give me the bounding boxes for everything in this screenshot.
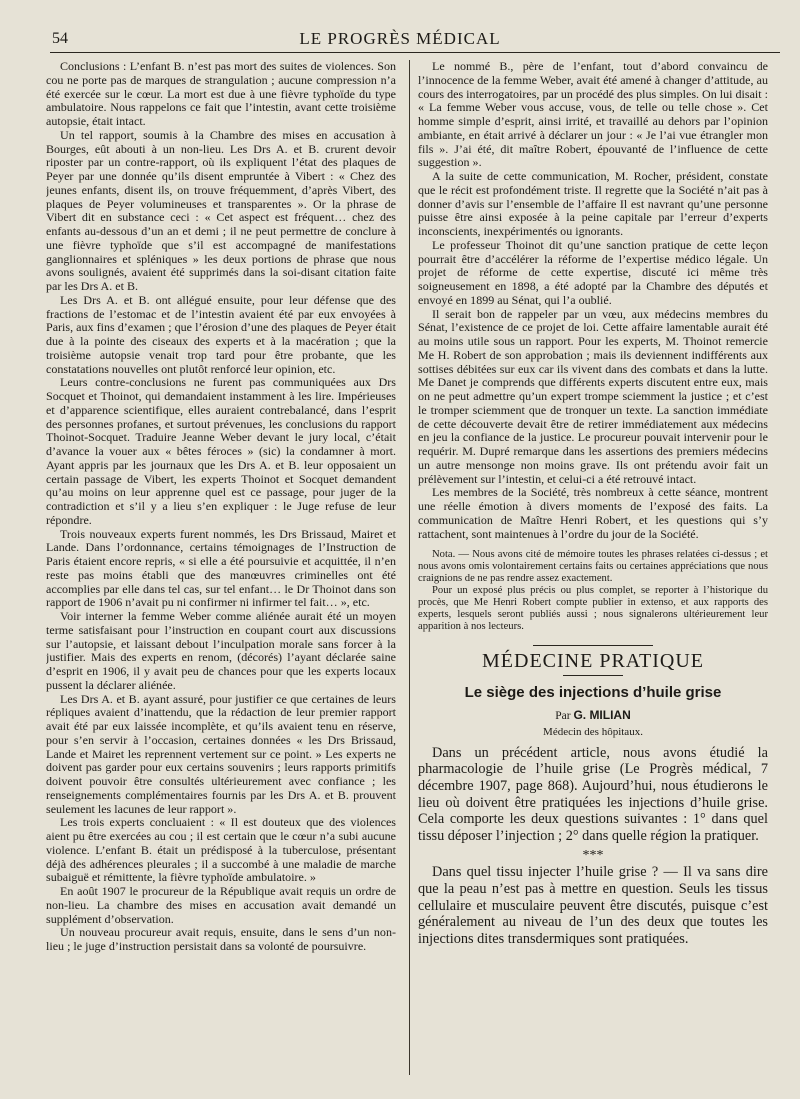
paragraph: Leurs contre-conclusions ne furent pas communiquées aux Drs Socquet et Thoinot, qui demandaient instamment à les lire. Impérieuses et d’apparence scientifique, elles auraient contrebalancé, dans l’esprit des personnes profanes, et surtout prévenues, les conclusions du rapport Thoinot-Socquet. Traduire Jeanne Weber devant le jury local, c’était d’avance la vouer aux « bêtes féroces » (sic) la condamner à mort. Ayant appris par les journaux que les Drs A. et B. leur opposaient un certain passage de Vibert, les experts Thoinot et Socquet demandent qu’au moins on leur apprenne quel est ce passage, pour juger de la contradiction et s’il y a lieu s’en expliquer : le Juge refuse de leur répondre. — [46, 375, 396, 527]
paragraph: A la suite de cette communication, M. Rocher, président, constate que le récit est profondément triste. Il regrette que la Société n’ait pas à donner d’avis sur l’ensemble de l’affaire Il est navrant qu’une personne puisse être ainsi exposée à la peine capitale par l’erreur d’experts inconscients, inexpérimentés ou ignorants. — [418, 169, 768, 238]
paragraph: Les Drs A. et B. ont allégué ensuite, pour leur défense que des fractions de l’estomac et de l’intestin avaient été par eux envoyées à Paris, aux fins d’examen ; que l’érosion d’une des plaques de Peyer était due à la pointe des ciseaux des experts et à la macération ; que la troisième autopsie venait trop tard pour être probante, que les constatations nouvelles ont plutôt renforcé leur opinion, etc. — [46, 292, 396, 376]
paragraph: Un tel rapport, soumis à la Chambre des mises en accusation à Bourges, eût abouti à un non-lieu. Les Drs A. et B. crurent devoir riposter par un contre-rapport, où ils expliquent l’état des plaques de Peyer par une donnée qu’ils disent empruntée à Vibert : « Chez des jeunes enfants, disent ils, on trouve fréquemment, d’après Vibert, des plaques de Peyer volumineuses et transparentes ». Or la phrase de Vibert dit en substance ceci : « Cet aspect est fréquent… chez des enfants au-dessous d’un an et demi ; il ne peut permettre de conclure à une fièvre typhoïde que s’il est accompagné de manifestations ganglionnaires et spléniques » les deux portions de phrase que nous avons soulignés, avaient été supprimés dans la soi-disant citation faite par les Drs A. et B. — [46, 127, 396, 293]
paragraph: Trois nouveaux experts furent nommés, les Drs Brissaud, Mairet et Lande. Dans l’ordonnance, certains témoignages de l’Instruction de Paris étaient encore repris, « si elle a été poursuivie et acquittée, il n’en reste pas moins établi que des manœuvres criminelles ont été accomplies par elle dans tel cas, sur tel enfant… le Dr Thoinot dans son rapport de 1906 n’avait pu ni confirmer ni infirmer tel fait… », etc. — [46, 526, 396, 610]
section-rule — [533, 645, 653, 646]
paragraph: Il serait bon de rappeler par un vœu, aux médecins membres du Sénat, l’existence de ce projet de loi. Cette affaire lamentable aurait été au moins utile sous un rapport. Pour les experts, M. Thoinot remercie Me H. Robert de son approbation ; mais ils deviennent indifférents aux sottises débitées sur eux car ils vivent dans des combats et dans la lutte. Me Danet je comprends que différents experts discutent entre eux, mais on ne peut admettre qu’un expert trompe sciemment la justice ; et c’est le tromper sciemment que de tronquer un texte. La sanction immédiate de cette découverte devait être de retirer immédiatement aux médecins en jeu la confiance de la justice. Le procureur pouvait intervenir pour le requérir. M. Dupré remarque dans les assertions des premiers médecins un autre mensonge non moins grave. Ils ont prétendu avoir fait un prélèvement sur l’intestin, et celui-ci a été retrouvé intact. — [418, 306, 768, 486]
paragraph: Un nouveau procureur avait requis, ensuite, dans le sens d’un non-lieu ; le juge d’instruction persistait dans sa volonté de poursuivre. — [46, 925, 396, 953]
author-name: G. MILIAN — [573, 708, 631, 723]
header-rule — [50, 52, 780, 53]
paragraph: Le professeur Thoinot dit qu’une sanction pratique de cette leçon pourrait être d’accélérer la réforme de l’expertise médico légale. Un projet de réforme de cette expertise, discuté ici même très soigneusement en 1898, a été adopté par la Chambre des députés et envoyé en 1899 au Sénat, qui l’a oublié. — [418, 237, 768, 307]
asterism: *** — [582, 848, 604, 864]
paragraph: En août 1907 le procureur de la République avait requis un ordre de non-lieu. La chambre des mises en accusation avait demandé un supplément d’observation. — [46, 884, 396, 926]
paragraph: Conclusions : L’enfant B. n’est pas mort des suites de violences. Son cou ne porte pas de marques de strangulation ; aucune compression n’a été exercée sur le cœur. La mort est due à une fièvre typhoïde du type ambulatoire. Nous rappelons ce fait que l’intestin, avant cette troisième autopsie, était intact. — [46, 60, 396, 128]
byline-prefix: Par — [555, 710, 571, 723]
section-short-rule — [563, 675, 623, 676]
running-title: LE PROGRÈS MÉDICAL — [299, 29, 501, 48]
note-paragraph: Nota. — Nous avons cité de mémoire toutes les phrases relatées ci-dessus ; et nous avons omis volontairement certains faits ou certaines appréciations que nous craignions de ne pas rendre assez exactement. — [418, 549, 768, 585]
article-intro: Dans un précédent article, nous avons étudié la pharmacologie de l’huile grise (Le Progrès médical, 7 décembre 1907, page 868). Aujourd’hui, nous étudierons le lieu où doivent être pratiquées les injections d’huile grise. Cela comporte les deux questions suivantes : 1° dans quel tissu déposer l’injection ; 2° dans quelle région la pratiquer. — [418, 744, 768, 844]
author-affiliation: Médecin des hôpitaux. — [543, 726, 643, 738]
paragraph: Voir interner la femme Weber comme aliénée aurait été un moyen terme satisfaisant pour l’instruction en coupant court aux discussions sur l’autopsie, et laissant debout l’inculpation morale sans forcer à la justifier. Mais des experts en renom, (décorés) l’ayant déclarée saine d’esprit en 1906, il y avait peu de chances pour que les experts locaux pussent la déclarer aliénée. — [46, 609, 396, 692]
left-column — [46, 60, 396, 1080]
byline — [418, 709, 768, 724]
right-column — [418, 60, 768, 1080]
paragraph: Le nommé B., père de l’enfant, tout d’abord convaincu de l’innocence de la femme Weber, avait été amené à changer d’attitude, au cours des interrogatoires, par un procédé des plus simples. On lui disait : « La femme Weber vous accuse, vous, de telle ou telle chose ». Cet homme simple d’esprit, ainsi irrité, et travaillé au dehors par l’opinion ambiante, en était arrivé à déclarer un jour : « Je l’ai vue étrangler mon fils ». J’ai été, dit maître Robert, épouvanté de l’influence de cette suggestion ». — [418, 60, 768, 170]
editorial-note — [418, 549, 768, 633]
article-paragraph: Dans quel tissu injecter l’huile grise ? — Il va sans dire que la peau n’est pas à mettre en question. Seuls les tissus cellulaire et musculaire peuvent être discutés, puisque c’est généralement au niveau de l’un des deux que toutes les injections dites transdermiques sont pratiquées. — [418, 864, 768, 947]
article-title: Le siège des injections d’huile grise — [464, 684, 722, 702]
paragraph: Les trois experts concluaient : « Il est douteux que des violences aient pu être exercées au cou ; il est certain que le cœur n’a subi aucune violence. L’enfant B. était un prédisposé à la tuberculose, présentant déjà des adhérences pleurales ; il a succombé à une maladie de marche subaiguë et rémittente, la fièvre typhoïde ambulatoire. » — [46, 815, 396, 885]
section-title: MÉDECINE PRATIQUE — [482, 650, 704, 673]
page-number: 54 — [52, 30, 68, 47]
paragraph: Les Drs A. et B. ayant assuré, pour justifier ce que certaines de leurs répliques avaient d’inattendu, que la rédaction de leur premier rapport avait été par eux laissée incomplète, et qu’ils avaient tenu en réserve, pour s’en servir à l’occasion, certaines données « les Drs Brissaud, Lande et Mairet les reprennent vertement sur ce point. » Les experts ne doivent pas garder pour eux certains souvenirs ; leurs rapports primitifs doivent pouvoir être consultés ultérieurement avec confiance ; les renseignements complémentaires fournis par les Drs A. et B. prouvent seulement les lacunes de leur rapport ». — [46, 691, 396, 816]
section-header — [418, 645, 768, 676]
note-paragraph: Pour un exposé plus précis ou plus complet, se reporter à l’historique du procès, que Me Henri Robert compte publier in extenso, et aux rapports des experts, lesquels seront publiés aussi ; nous signalerons ultérieurement leur apparition à nos lecteurs. — [418, 585, 768, 633]
paragraph: Les membres de la Société, très nombreux à cette séance, montrent une réelle émotion à divers moments de l’exposé des faits. La communication de Maître Henri Robert, et les questions qui s’y rattachent, sont maintenues à l’ordre du jour de la Société. — [418, 485, 768, 541]
column-divider — [409, 60, 410, 1075]
